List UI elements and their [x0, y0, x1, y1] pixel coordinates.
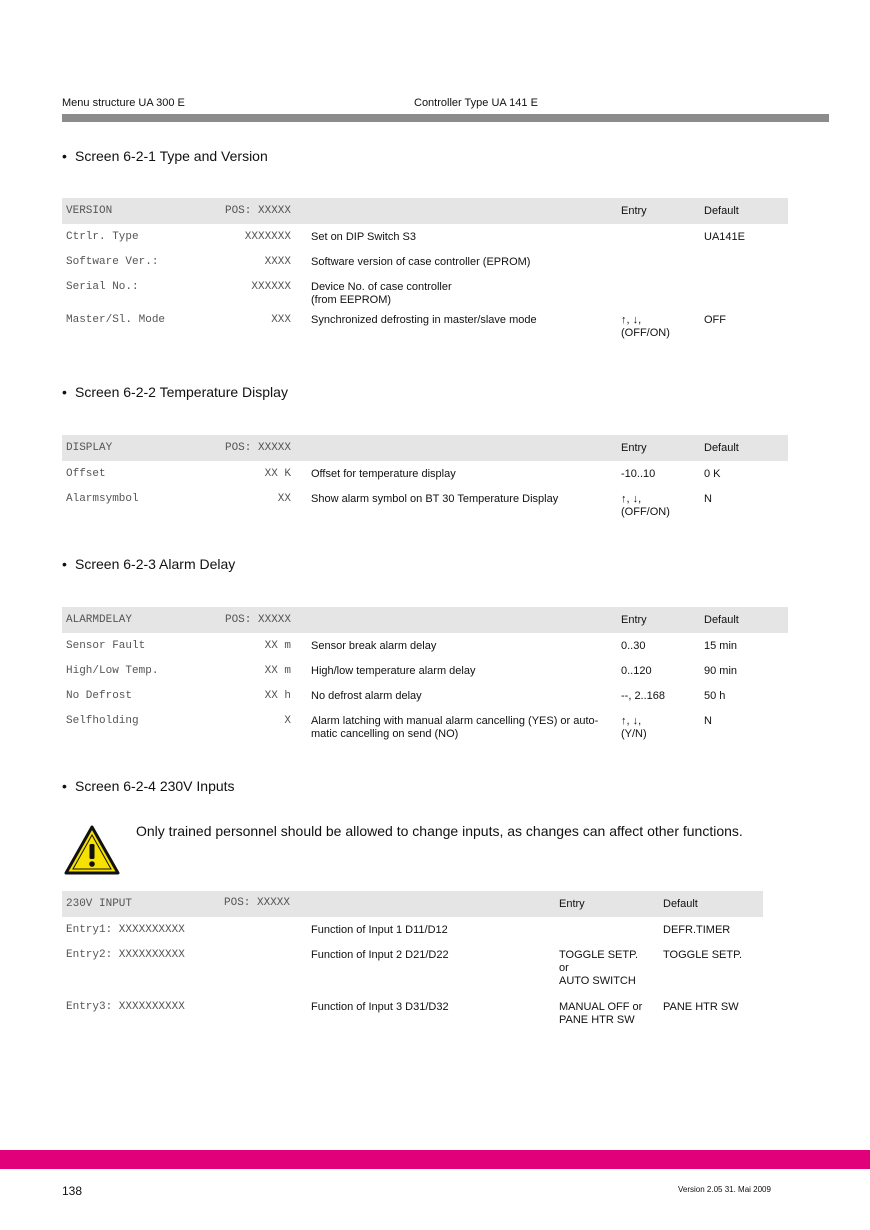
parameter-value: XX m	[264, 665, 291, 677]
header-screen-name	[62, 891, 311, 917]
parameter-default	[704, 274, 788, 307]
warning-triangle-icon	[64, 825, 120, 875]
input-entry-options: MANUAL OFF or PANE HTR SW	[559, 1001, 643, 1026]
header-screen-name: VERSION	[62, 198, 182, 224]
parameter-default: N	[704, 493, 712, 505]
parameter-name: High/Low Temp.	[66, 665, 159, 677]
input-default: TOGGLE SETP.	[663, 949, 743, 961]
table-row	[62, 249, 788, 274]
parameter-name: No Defrost	[66, 690, 133, 702]
header-pos: POS: XXXXX	[182, 607, 311, 633]
table-header-row	[62, 435, 788, 461]
parameter-value: XX K	[264, 468, 291, 480]
header-entry: Entry	[621, 607, 704, 633]
parameter-name: Offset	[66, 468, 106, 480]
header-left: Menu structure UA 300 E	[62, 97, 185, 109]
parameter-entry: 0..120	[621, 665, 652, 677]
header-entry: Entry	[621, 198, 704, 224]
parameter-value: XXXXXXX	[244, 231, 291, 243]
parameter-value: XX m	[264, 640, 291, 652]
parameter-entry: 0..30	[621, 640, 646, 652]
parameter-name: Alarmsymbol	[66, 493, 139, 505]
header-default: Default	[704, 198, 788, 224]
parameter-default: N	[704, 715, 712, 727]
table-row	[62, 658, 788, 683]
parameter-entry	[621, 249, 704, 274]
table-row	[62, 224, 788, 249]
header-description	[311, 891, 559, 917]
header-pos: POS: XXXXX	[182, 198, 311, 224]
parameter-value: XX h	[264, 690, 291, 702]
parameter-description: High/low temperature alarm delay	[311, 665, 476, 677]
section-title-alarm-delay: • Screen 6-2-3 Alarm Delay	[62, 556, 236, 572]
header-entry: Entry	[621, 435, 704, 461]
header-entry: Entry	[559, 891, 663, 917]
table-version	[62, 198, 788, 351]
input-description: Function of Input 3 D31/D32	[311, 1001, 449, 1013]
header-screen-name: ALARMDELAY	[62, 607, 182, 633]
table-display	[62, 435, 788, 530]
table-row	[62, 486, 788, 530]
parameter-default: 50 h	[704, 690, 726, 702]
table-row	[62, 633, 788, 658]
table-header-row	[62, 607, 788, 633]
parameter-value: XX	[277, 493, 291, 505]
input-description: Function of Input 1 D11/D12	[311, 924, 448, 936]
input-entry-name: Entry3: XXXXXXXXXX	[66, 1001, 185, 1013]
input-entry-options: TOGGLE SETP. or AUTO SWITCH	[559, 949, 639, 987]
warning-text: Only trained personnel should be allowed to change inputs, as changes can affect other functions.	[136, 823, 743, 839]
table-row	[62, 274, 788, 307]
parameter-entry	[621, 274, 704, 307]
header-default: Default	[704, 435, 788, 461]
parameter-name: Software Ver.:	[66, 256, 159, 268]
parameter-description: No defrost alarm delay	[311, 690, 422, 702]
parameter-default: OFF	[704, 314, 726, 326]
parameter-description: Device No. of case controller (from EEPROM)	[311, 281, 452, 306]
parameter-name: Sensor Fault	[66, 640, 146, 652]
table-alarmdelay	[62, 607, 788, 752]
parameter-entry: ↑, ↓, (OFF/ON)	[621, 314, 670, 339]
parameter-default: 90 min	[704, 665, 738, 677]
parameter-default: 0 K	[704, 468, 721, 480]
parameter-value: X	[284, 715, 291, 727]
parameter-description: Synchronized defrosting in master/slave mode	[311, 314, 537, 326]
input-entry-options	[559, 917, 663, 942]
footer-bar	[0, 1150, 870, 1169]
parameter-description: Sensor break alarm delay	[311, 640, 437, 652]
input-description: Function of Input 2 D21/D22	[311, 949, 449, 961]
parameter-description: Alarm latching with manual alarm cancelling (YES) or auto- matic cancelling on send (NO)	[311, 715, 599, 740]
parameter-name: Ctrlr. Type	[66, 231, 139, 243]
header-pos: POS: XXXXX	[224, 897, 291, 909]
parameter-entry: --, 2..168	[621, 690, 666, 702]
table-row	[62, 683, 788, 708]
parameter-entry: -10..10	[621, 468, 656, 480]
header-description	[311, 198, 621, 224]
parameter-value: XXXXXX	[251, 281, 291, 293]
parameter-description: Software version of case controller (EPROM)	[311, 256, 531, 268]
input-default: DEFR.TIMER	[663, 924, 731, 936]
version-info: Version 2.05 31. Mai 2009	[678, 1185, 771, 1194]
page-number: 138	[62, 1184, 83, 1198]
header-default: Default	[663, 891, 763, 917]
header-default: Default	[704, 607, 788, 633]
table-row	[62, 461, 788, 486]
table-230v-input	[62, 891, 763, 1038]
table-row	[62, 994, 763, 1038]
input-entry-name: Entry1: XXXXXXXXXX	[66, 924, 185, 936]
parameter-entry	[621, 224, 704, 249]
header-description	[311, 435, 621, 461]
section-title-type-version: • Screen 6-2-1 Type and Version	[62, 148, 268, 164]
header-center: Controller Type UA 141 E	[414, 97, 538, 109]
input-entry-name: Entry2: XXXXXXXXXX	[66, 949, 185, 961]
header-pos: POS: XXXXX	[182, 435, 311, 461]
parameter-name: Serial No.:	[66, 281, 139, 293]
header-description	[311, 607, 621, 633]
header-screen-name: DISPLAY	[62, 435, 182, 461]
parameter-default: UA141E	[704, 231, 745, 243]
header-screen-label: 230V INPUT	[66, 898, 133, 910]
table-row	[62, 708, 788, 752]
parameter-name: Master/Sl. Mode	[66, 314, 166, 326]
table-row	[62, 917, 763, 942]
section-title-temperature-display: • Screen 6-2-2 Temperature Display	[62, 384, 288, 400]
table-header-row	[62, 891, 763, 917]
parameter-default	[704, 249, 788, 274]
table-row	[62, 307, 788, 351]
table-row	[62, 942, 763, 994]
parameter-value: XXXX	[264, 256, 291, 268]
parameter-entry: ↑, ↓, (Y/N)	[621, 715, 647, 740]
section-title-230v-inputs: • Screen 6-2-4 230V Inputs	[62, 778, 235, 794]
parameter-entry: ↑, ↓, (OFF/ON)	[621, 493, 670, 518]
table-header-row	[62, 198, 788, 224]
parameter-description: Set on DIP Switch S3	[311, 231, 416, 243]
header-rule	[62, 114, 829, 122]
parameter-name: Selfholding	[66, 715, 139, 727]
parameter-default: 15 min	[704, 640, 738, 652]
parameter-description: Show alarm symbol on BT 30 Temperature Display	[311, 493, 559, 505]
input-default: PANE HTR SW	[663, 1001, 739, 1013]
parameter-value: XXX	[271, 314, 291, 326]
parameter-description: Offset for temperature display	[311, 468, 456, 480]
